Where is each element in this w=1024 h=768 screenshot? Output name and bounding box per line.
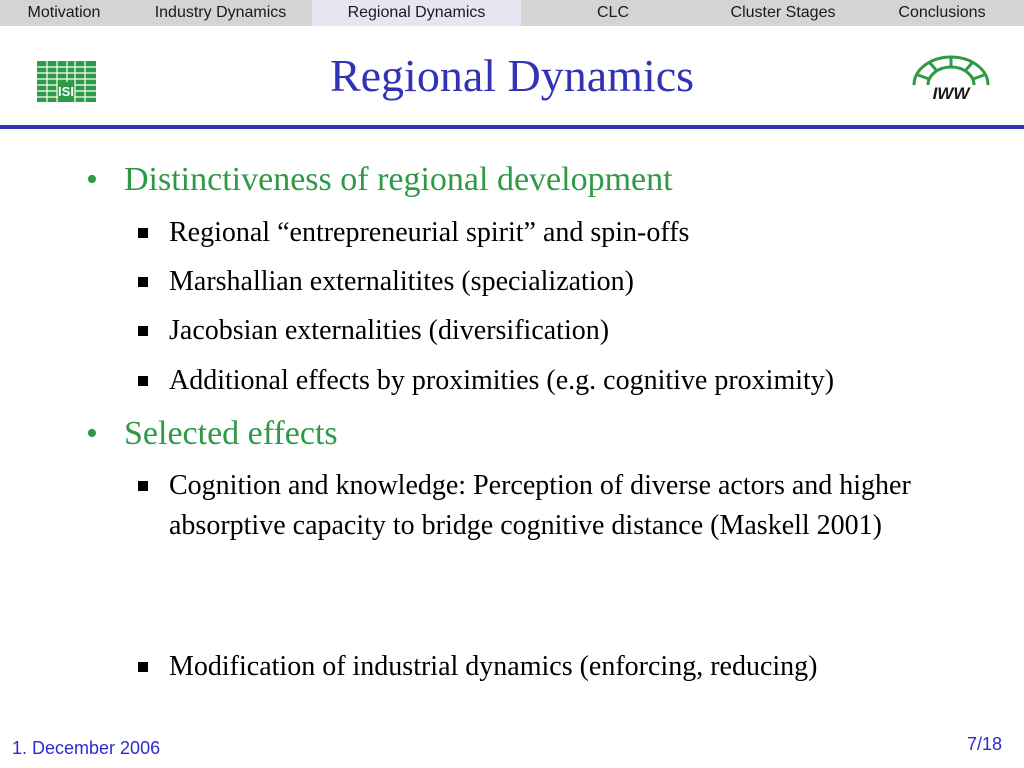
section-heading-text: Selected effects	[124, 415, 338, 452]
nav-tab-regional-dynamics[interactable]: Regional Dynamics	[312, 0, 521, 26]
page-number: 7/18	[966, 734, 1002, 754]
list-item-text: Cognition and knowledge: Perception of diverse actors and higher absorptive capacity to bridge cognitive distance (Maskell 2001)	[169, 470, 911, 541]
nav-tab-motivation[interactable]: Motivation	[27, 4, 101, 21]
square-bullet-icon	[138, 326, 148, 336]
list-item-text: Jacobsian externalities (diversification)	[169, 315, 610, 346]
nav-tab-cluster-stages[interactable]: Cluster Stages	[730, 4, 836, 21]
square-bullet-icon	[138, 228, 148, 238]
square-bullet-icon	[138, 376, 148, 386]
square-bullet-icon	[138, 481, 148, 491]
list-item-text: Marshallian externalitites (specialization)	[169, 266, 634, 297]
section-heading-text: Distinctiveness of regional development	[124, 161, 673, 198]
nav-tab-conclusions[interactable]: Conclusions	[898, 4, 986, 21]
bullet-icon: •	[86, 415, 98, 452]
page-title: Regional Dynamics	[329, 50, 695, 101]
list-item-text: Additional effects by proximities (e.g. cognitive proximity)	[169, 365, 835, 396]
list-item-text: Regional “entrepreneurial spirit” and spin-offs	[169, 217, 690, 248]
isi-logo-text: ISI	[58, 84, 74, 99]
list-item-text: Modification of industrial dynamics (enforcing, reducing)	[169, 651, 818, 682]
footer-date: 1. December 2006	[12, 738, 161, 758]
nav-tab-clc[interactable]: CLC	[596, 4, 629, 21]
square-bullet-icon	[138, 662, 148, 672]
iww-logo-text: IWW	[932, 84, 970, 101]
bullet-icon: •	[86, 161, 98, 198]
nav-tab-industry-dynamics[interactable]: Industry Dynamics	[154, 4, 287, 21]
square-bullet-icon	[138, 277, 148, 287]
